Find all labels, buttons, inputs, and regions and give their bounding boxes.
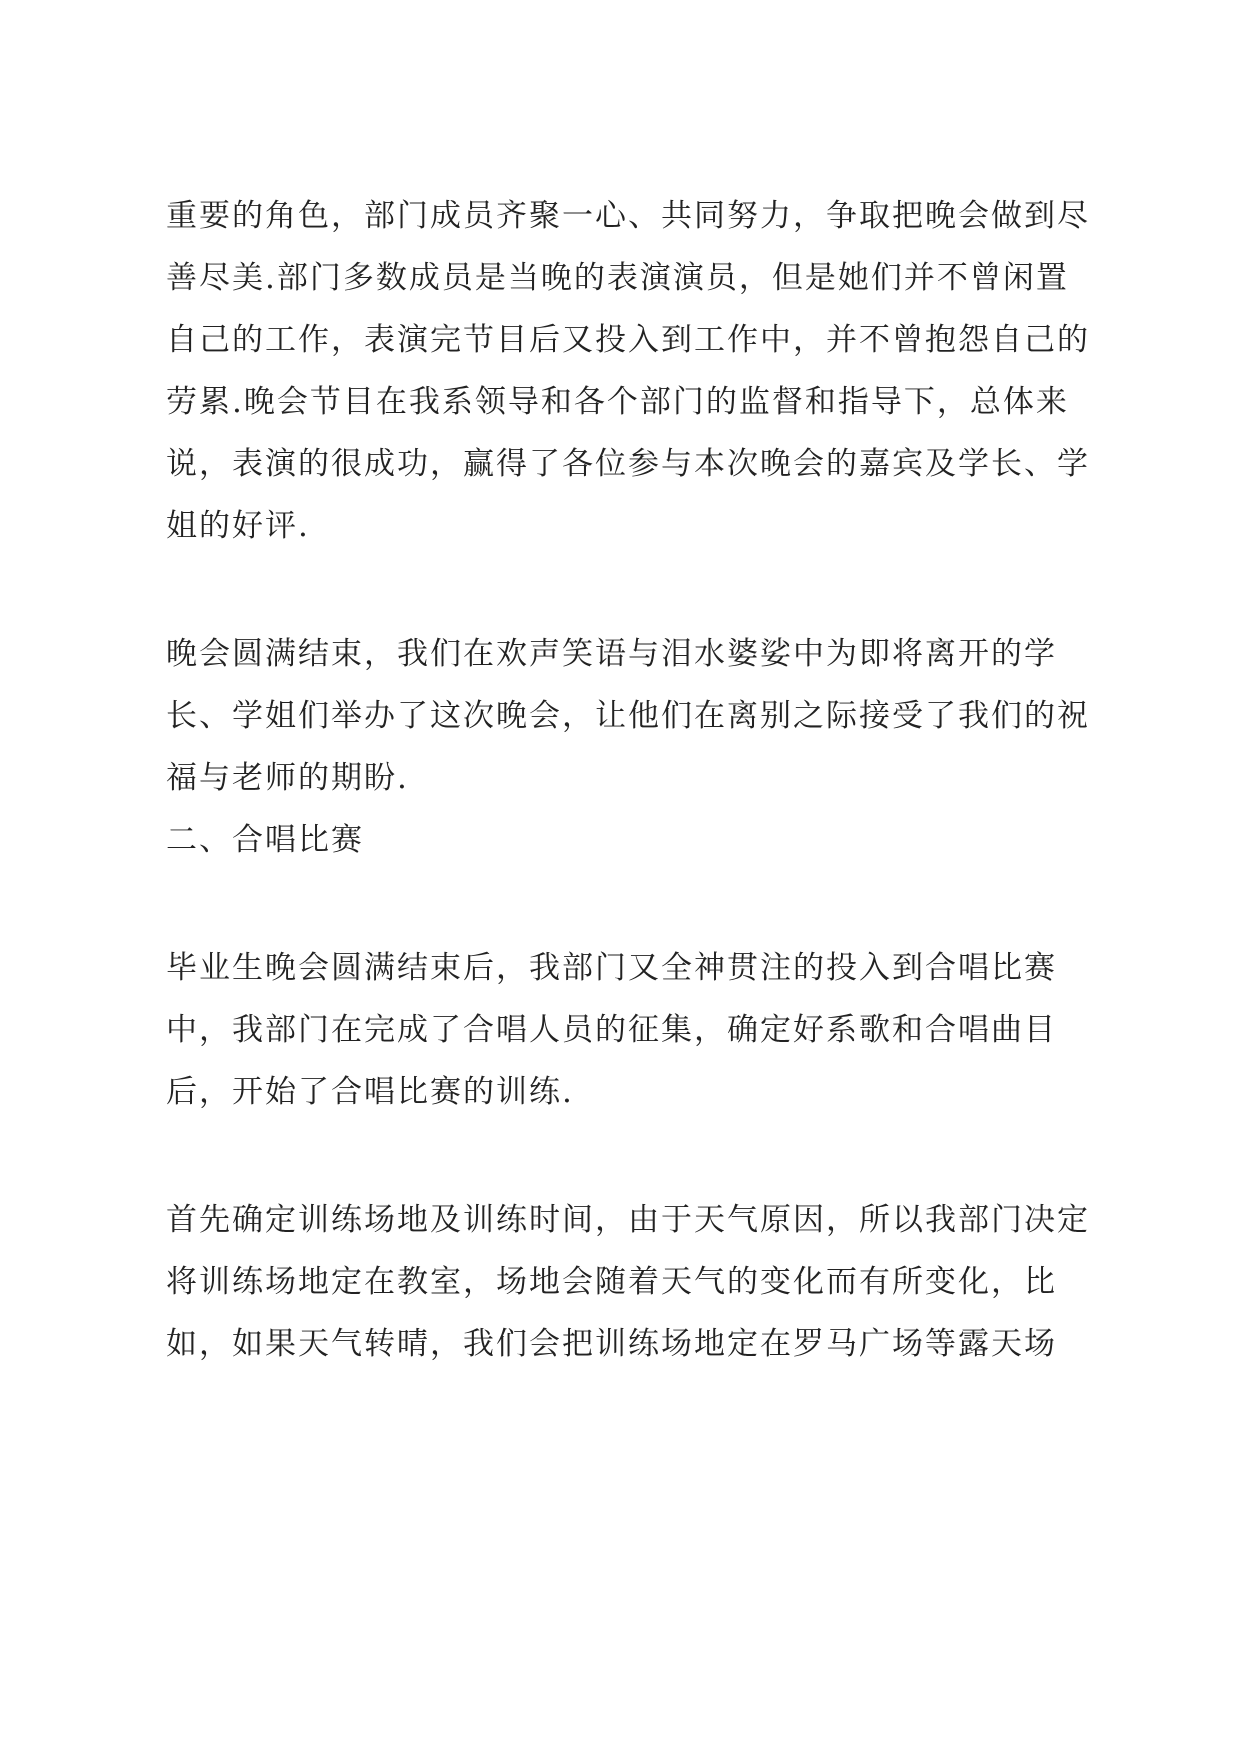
text-line: 善尽美.部门多数成员是当晚的表演演员，但是她们并不曾闲置 bbox=[166, 260, 1069, 296]
paragraph-choir-preparation bbox=[166, 937, 1096, 1123]
paragraph-gala-conclusion bbox=[166, 623, 1096, 809]
text-line: 福与老师的期盼. bbox=[166, 760, 409, 796]
text-line: 长、学姐们举办了这次晚会，让他们在离别之际接受了我们的祝 bbox=[166, 698, 1090, 734]
paragraph-training-venue bbox=[166, 1189, 1096, 1375]
text-line: 首先确定训练场地及训练时间，由于天气原因，所以我部门决定 bbox=[166, 1202, 1090, 1238]
text-line: 姐的好评. bbox=[166, 508, 310, 544]
text-line: 晚会圆满结束，我们在欢声笑语与泪水婆娑中为即将离开的学 bbox=[166, 636, 1057, 672]
text-line: 中，我部门在完成了合唱人员的征集，确定好系歌和合唱曲目 bbox=[166, 1012, 1057, 1048]
text-line: 如，如果天气转晴，我们会把训练场地定在罗马广场等露天场 bbox=[166, 1326, 1057, 1362]
text-line: 劳累.晚会节目在我系领导和各个部门的监督和指导下，总体来 bbox=[166, 384, 1069, 420]
text-line: 后，开始了合唱比赛的训练. bbox=[166, 1074, 574, 1110]
text-line: 重要的角色，部门成员齐聚一心、共同努力，争取把晚会做到尽 bbox=[166, 198, 1090, 234]
text-line: 毕业生晚会圆满结束后，我部门又全神贯注的投入到合唱比赛 bbox=[166, 950, 1057, 986]
text-line: 说，表演的很成功，赢得了各位参与本次晚会的嘉宾及学长、学 bbox=[166, 446, 1090, 482]
text-line: 自己的工作，表演完节目后又投入到工作中，并不曾抱怨自己的 bbox=[166, 322, 1090, 358]
text-line: 将训练场地定在教室，场地会随着天气的变化而有所变化，比 bbox=[166, 1264, 1057, 1300]
paragraph-performance-review bbox=[166, 185, 1096, 557]
document-page bbox=[166, 185, 1096, 1375]
section-heading: 二、合唱比赛 bbox=[166, 822, 364, 858]
